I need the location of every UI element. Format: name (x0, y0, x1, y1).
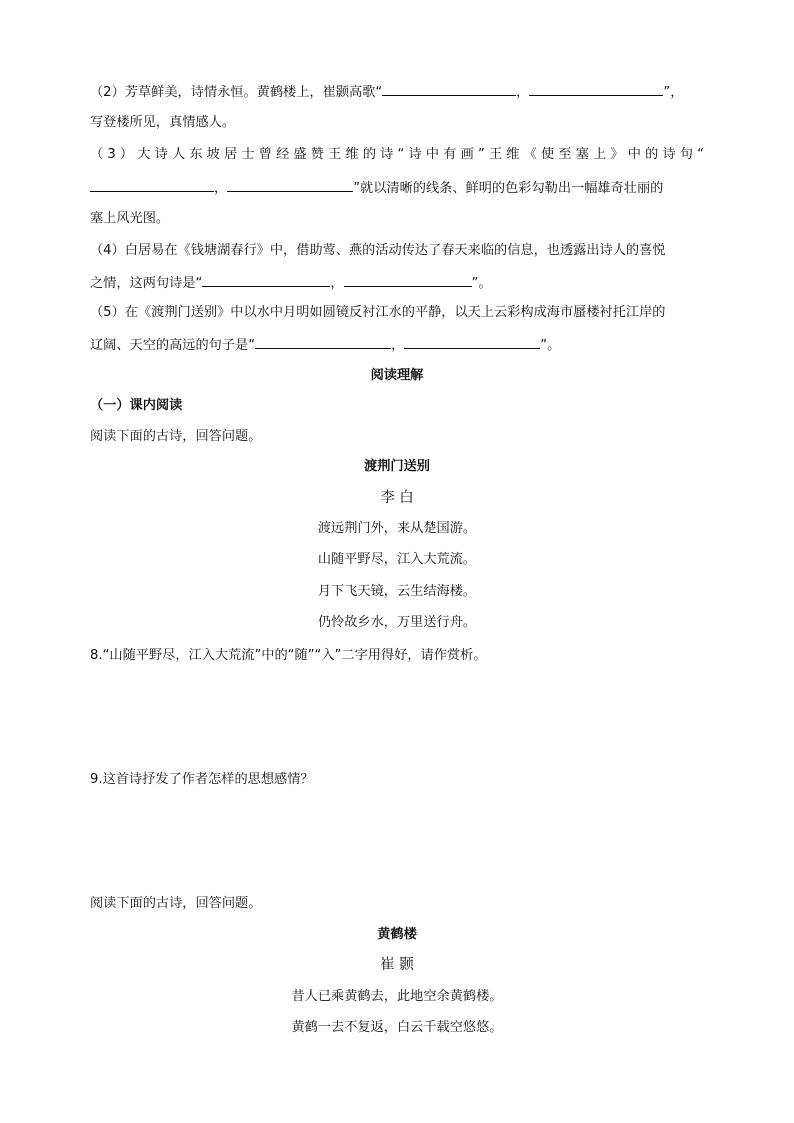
poem-1-line: 月下飞天镜，云生结海楼。 (317, 584, 477, 599)
question-3-comma: ， (214, 181, 228, 196)
question-5-line-2 (90, 334, 704, 356)
poem-1-intro: 阅读下面的古诗，回答问题。 (90, 429, 262, 444)
answer-blank[interactable] (404, 334, 540, 349)
answer-blank[interactable] (382, 81, 516, 96)
question-2-text: （2）芳草鲜美，诗情永恒。黄鹤楼上，崔颢高歌“ (90, 85, 383, 100)
answer-blank[interactable] (90, 177, 214, 192)
question-4-line-2 (90, 272, 704, 294)
question-8: 8.“山随平野尽，江入大荒流”中的“随”“入”二字用得好，请作赏析。 (90, 648, 487, 663)
question-5-comma: ， (391, 338, 405, 353)
question-4-line-1: （4）白居易在《钱塘湖春行》中，借助莺、燕的活动传达了春天来临的信息，也透露出诗人的喜悦 (90, 243, 666, 258)
answer-blank[interactable] (255, 334, 391, 349)
poem-1-author: 李 白 (380, 490, 414, 506)
subsection-title: （一）课内阅读 (90, 398, 183, 413)
question-5-text: 辽阔、天空的高远的句子是“ (90, 338, 256, 353)
poem-2-title: 黄鹤楼 (377, 927, 417, 942)
answer-blank[interactable] (529, 81, 663, 96)
question-2-text-end: ”， (663, 85, 684, 100)
poem-2-line: 黄鹤一去不复返，白云千载空悠悠。 (291, 1020, 503, 1035)
question-3-line-3: 塞上风光图。 (90, 211, 170, 226)
question-4-comma: ， (330, 276, 344, 291)
question-9: 9.这首诗抒发了作者怎样的思想感情？ (90, 772, 314, 787)
poem-2-intro: 阅读下面的古诗，回答问题。 (90, 896, 262, 911)
poem-1-title: 渡荆门送别 (364, 459, 430, 474)
question-2-comma: ， (516, 85, 530, 100)
section-title: 阅读理解 (370, 368, 424, 383)
poem-1-line: 仍怜故乡水，万里送行舟。 (317, 615, 477, 630)
question-3-line-1: （3）大诗人东坡居士曾经盛赞王维的诗“诗中有画”王维《使至塞上》中的诗句“ (90, 147, 704, 162)
answer-blank[interactable] (227, 177, 353, 192)
answer-blank[interactable] (344, 272, 472, 287)
answer-blank[interactable] (202, 272, 330, 287)
question-4-text-end: ”。 (471, 276, 492, 291)
poem-1-line: 渡远荆门外，来从楚国游。 (317, 521, 477, 536)
question-3-line-2 (90, 177, 704, 199)
poem-1-line: 山随平野尽，江入大荒流。 (317, 552, 477, 567)
question-5-line-1: （5）在《渡荆门送别》中以水中月明如圆镜反衬江水的平静，以天上云彩构成海市蜃楼衬托江岸的 (90, 305, 666, 320)
question-2-line-2: 写登楼所见，真情感人。 (90, 115, 236, 130)
question-4-text: 之情，这两句诗是“ (90, 276, 203, 291)
question-3-text: ”就以清晰的线条、鲜明的色彩勾勒出一幅雄奇壮丽的 (353, 181, 664, 196)
question-2-line-1 (90, 81, 704, 103)
poem-2-author: 崔 颢 (380, 957, 414, 973)
question-5-text-end: ”。 (540, 338, 561, 353)
poem-2-line: 昔人已乘黄鹤去，此地空余黄鹤楼。 (291, 989, 503, 1004)
